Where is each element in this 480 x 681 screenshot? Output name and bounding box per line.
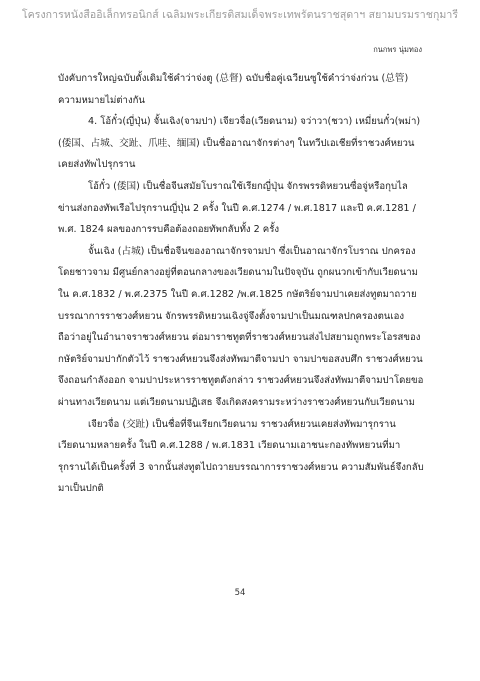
paragraph: เจียวจื่อ (交趾) เป็นชื่อที่จีนเรียกเวียดนาม ราชวงศ์หยวนเคยส่งทัพมารุกรานเวียดนามหลายครั้ง ในปี ค.ศ.1288 / พ.ศ.1831 เวียดนามเอาชนะกองทัพหยวนที่มารุกรานได้เป็นครั้งที่ 3 จากนั้นส่งทูตไปถวายบรรณาการราชวงศ์หยวน ความสัมพันธ์จึงกลับมาเป็นปกติ: [58, 418, 424, 495]
paragraph: จั้นเฉิง (占城) เป็นชื่อจีนของอาณาจักรจามปา ซึ่งเป็นอาณาจักรโบราณ ปกครองโดยชาวจาม มีศูนย์กลางอยู่ที่ตอนกลางของเวียดนามในปัจจุบัน ถูกผนวกเข้ากับเวียดนามใน ค.ศ.1832 / พ.ศ.2375 ในปี ค.ศ.1282 /พ.ศ.1825 กษัตริย์จามปาเคยส่งทูตมาถวายบรรณาการราชวงศ์หยวน จักรพรรดิหยวนเฉิงจู่จึงตั้งจามปาเป็นมณฑลปกครองตนเอง ถือว่าอยู่ในอำนาจราชวงศ์หยวน ต่อมาราชทูตที่ราชวงศ์หยวนส่งไปสยามถูกพระโอรสของกษัตริย์จามปากักตัวไว้ ราชวงศ์หยวนจึงส่งทัพมาตีจามปา จามปาขอสงบศึก ราชวงศ์หยวนจึงถอนกำลังออก จามปาประหารราชทูตดังกล่าว ราชวงศ์หยวนจึงส่งทัพมาตีจามปาโดยขอผ่านทางเวียดนาม แต่เวียดนามปฏิเสธ จึงเกิดสงครามระหว่างราชวงศ์หยวนกับเวียดนาม: [58, 245, 424, 408]
paragraph: โอ้กั๋ว (倭国) เป็นชื่อจีนสมัยโบราณใช้เรียกญี่ปุ่น จักรพรรดิหยวนซื่อจู่หรือกุบไลข่านส่งกองทัพเรือไปรุกรานญี่ปุ่น 2 ครั้ง ในปี ค.ศ.1274 / พ.ศ.1817 และปี ค.ศ.1281 / พ.ศ. 1824 ผลของการรบคือต้องถอยทัพกลับทั้ง 2 ครั้ง: [58, 180, 416, 236]
body-text: [58, 68, 424, 500]
paragraph: 4. โอ้กั๋ว(ญี่ปุ่น) จั้นเฉิง(จามปา) เจียวจื่อ(เวียดนาม) จว่าวา(ชวา) เหมี่ยนกั๋ว(พม่า) (倭国、占城、交趾、爪哇、缅国) เป็นชื่ออาณาจักรต่างๆ ในทวีปเอเชียที่ราชวงศ์หยวนเคยส่งทัพไปรุกราน: [58, 116, 421, 171]
page-number: 54: [234, 588, 246, 598]
document-header: โครงการหนังสืออิเล็กทรอนิกส์ เฉลิมพระเกียรติสมเด็จพระเทพรัตนราชสุดาฯ สยามบรมราชกุมารี: [21, 9, 459, 21]
author-name: กนกพร นุ่มทอง: [373, 45, 422, 54]
paragraph: บังคับการใหญ่ฉบับดั้งเดิมใช้คำว่าจ่งตู (总督) ฉบับชื่อคู่เฉวียนซูใช้คำว่าจ่งก่วน (总管) ความหมายไม่ต่างกัน: [58, 73, 409, 106]
